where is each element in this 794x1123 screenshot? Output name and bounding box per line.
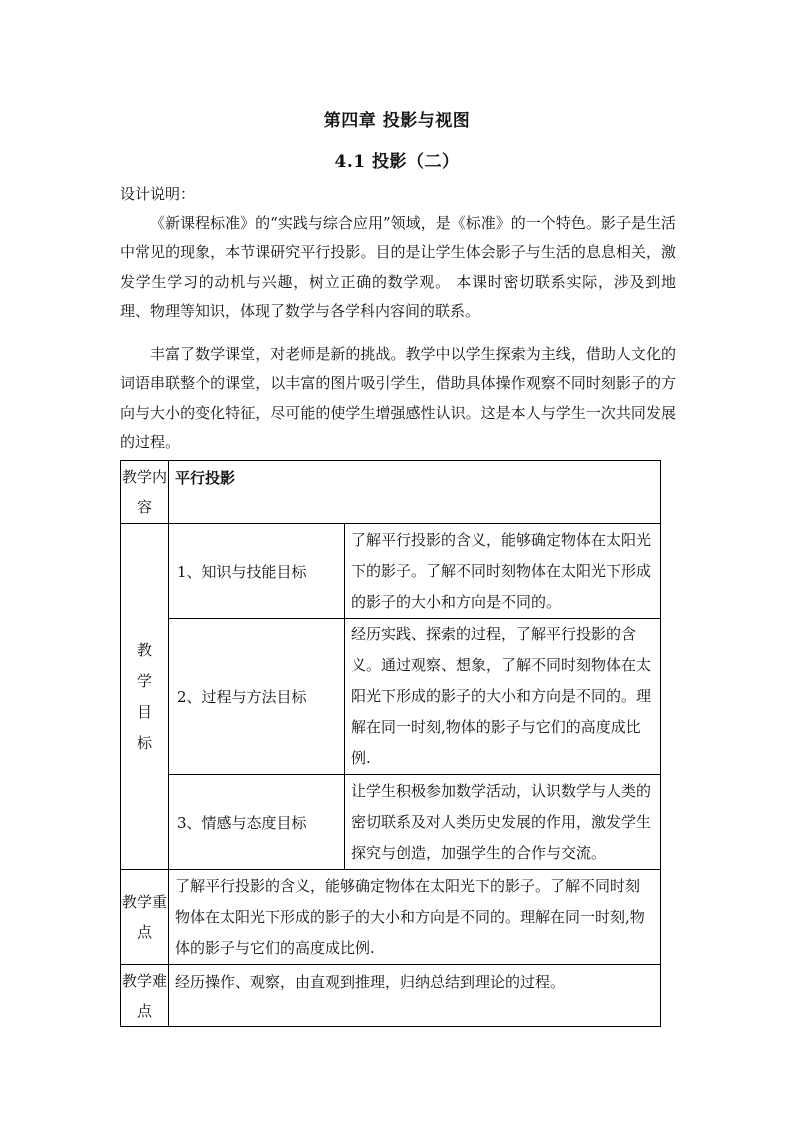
difficulty-text: 经历操作、观察，由直观到推理，归纳总结到理论的过程。 [169,965,661,1027]
key-points-label: 教学重点 [121,870,169,965]
table-row [121,870,661,965]
design-paragraph-2: 丰富了数学课堂，对老师是新的挑战。教学中以学生探索为主线，借助人文化的词语串联整个的课堂，以丰富的图片吸引学生，借助具体操作观察不同时刻影子的方向与大小的变化特征，尽可能的使学生增强感性认识。这是本人与学生一次共同发展的过程。 [120,345,676,451]
table-row [121,524,661,619]
goal-text: 经历实践、探索的过程，了解平行投影的含义。通过观察、想象，了解不同时刻物体在太阳光下形成的影子的大小和方向是不同的。理解在同一时刻,物体的影子与它们的高度成比例. [345,619,661,775]
goal-text: 让学生积极参加数学活动，认识数学与人类的密切联系及对人类历史发展的作用，激发学生探究与创造，加强学生的合作与交流。 [345,775,661,870]
content-label: 教学内容 [121,461,169,524]
difficulty-label: 教学难点 [121,965,169,1027]
design-notes-label: 设计说明： [120,185,196,203]
table-row [121,775,661,870]
goals-label-text: 教学目标 [136,640,152,752]
table-row [121,461,661,524]
goal-text: 了解平行投影的含义，能够确定物体在太阳光下的影子。了解不同时刻物体在太阳光下形成的影子的大小和方向是不同的。 [345,524,661,619]
lesson-plan-table [120,460,661,1027]
key-points-text: 了解平行投影的含义，能够确定物体在太阳光下的影子。了解不同时刻物体在太阳光下形成的影子的大小和方向是不同的。理解在同一时刻,物体的影子与它们的高度成比例. [169,870,661,965]
goal-name: 1、知识与技能目标 [169,524,345,619]
design-paragraph-1: 《新课程标准》的“实践与综合应用”领域，是《标准》的一个特色。影子是生活中常见的现象，本节课研究平行投影。目的是让学生体会影子与生活的息息相关，激发学生学习的动机与兴趣，树立正确的数学观。 本课时密切联系实际，涉及到地理、物理等知识，体现了数学与各学科内容间的联系。 [120,214,676,320]
content-value: 平行投影 [169,461,661,524]
table-row [121,619,661,775]
goal-name: 2、过程与方法目标 [169,619,345,775]
goals-label [121,524,169,870]
chapter-title: 第四章 投影与视图 [323,111,471,131]
section-title: 4.1 投影（二） [334,152,460,172]
goal-name: 3、情感与态度目标 [169,775,345,870]
table-row [121,965,661,1027]
